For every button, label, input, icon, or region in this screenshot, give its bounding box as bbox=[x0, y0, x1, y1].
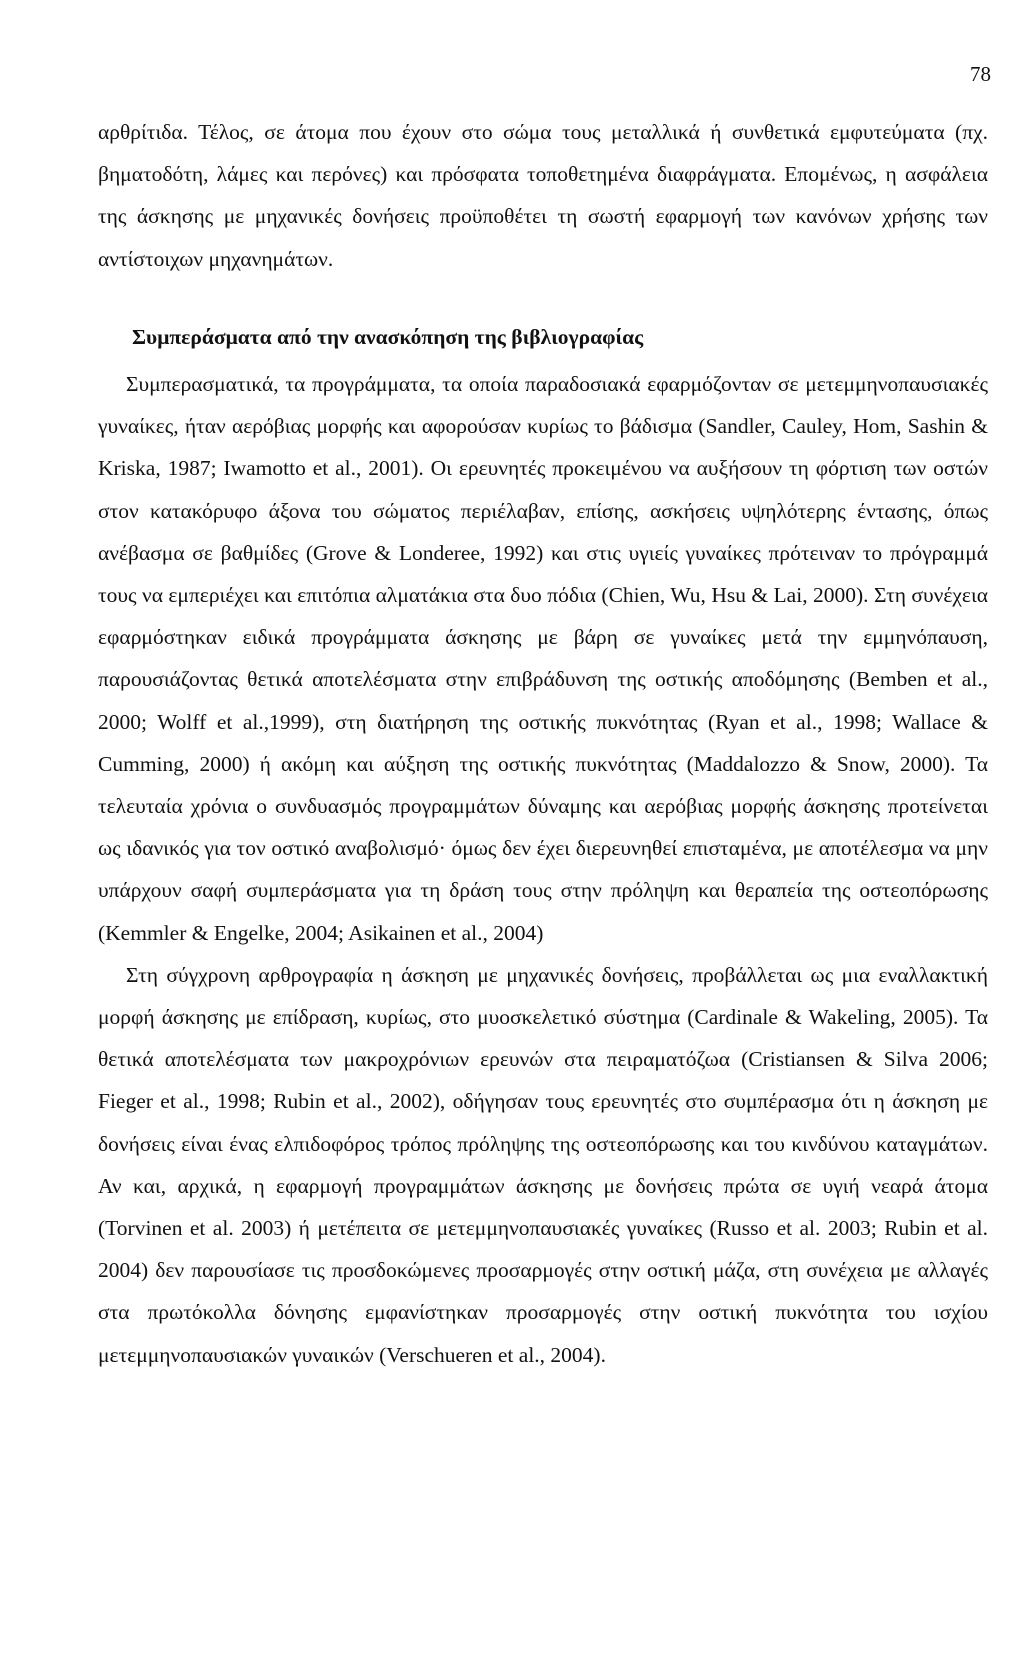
intro-paragraph-block bbox=[98, 111, 988, 280]
section-heading: Συμπεράσματα από την ανασκόπηση της βιβλιογραφίας bbox=[132, 325, 644, 349]
body-paragraph-1: Συμπερασματικά, τα προγράμματα, τα οποία παραδοσιακά εφαρμόζονταν σε μετεμμηνοπαυσιακές γυναίκες, ήταν αερόβιας μορφής και αφορούσαν κυρίως το βάδισμα (Sandler, Cauley, Hom, Sashin & Kriska, 1987; Iwamotto et al., 2001). Οι ερευνητές προκειμένου να αυξήσουν τη φόρτιση των οστών στον κατακόρυφο άξονα του σώματος περιέλαβαν, επίσης, ασκήσεις υψηλότερης έντασης, όπως ανέβασμα σε βαθμίδες (Grove & Londeree, 1992) και στις υγιείς γυναίκες πρότειναν το πρόγραμμά τους να εμπεριέχει και επιτόπια αλματάκια στα δυο πόδια (Chien, Wu, Hsu & Lai, 2000). Στη συνέχεια εφαρμόστηκαν ειδικά προγράμματα άσκησης με βάρη σε γυναίκες μετά την εμμηνόπαυση, παρουσιάζοντας θετικά αποτελέσματα στην επιβράδυνση της οστικής αποδόμησης (Bemben et al., 2000; Wolff et al.,1999), στη διατήρηση της οστικής πυκνότητας (Ryan et al., 1998; Wallace & Cumming, 2000) ή ακόμη και αύξηση της οστικής πυκνότητας (Maddalozzo & Snow, 2000). Τα τελευταία χρόνια ο συνδυασμός προγραμμάτων δύναμης και αερόβιας μορφής άσκησης προτείνεται ως ιδανικός για τον οστικό αναβολισμό· όμως δεν έχει διερευνηθεί επισταμένα, με αποτέλεσμα να μην υπάρχουν σαφή συμπεράσματα για τη δράση τους στην πρόληψη και θεραπεία της οστεοπόρωσης (Kemmler & Engelke, 2004; Asikainen et al., 2004) bbox=[98, 372, 988, 945]
section-body bbox=[98, 363, 988, 1376]
body-paragraph-2: Στη σύγχρονη αρθρογραφία η άσκηση με μηχανικές δονήσεις, προβάλλεται ως μια εναλλακτική μορφή άσκησης με επίδραση, κυρίως, στο μυοσκελετικό σύστημα (Cardinale & Wakeling, 2005). Τα θετικά αποτελέσματα των μακροχρόνιων ερευνών στα πειραματόζωα (Cristiansen & Silva 2006; Fieger et al., 1998; Rubin et al., 2002), οδήγησαν τους ερευνητές στο συμπέρασμα ότι η άσκηση με δονήσεις είναι ένας ελπιδοφόρος τρόπος πρόληψης της οστεοπόρωσης και του κινδύνου καταγμάτων. Αν και, αρχικά, η εφαρμογή προγραμμάτων άσκησης με δονήσεις πρώτα σε υγιή νεαρά άτομα (Torvinen et al. 2003) ή μετέπειτα σε μετεμμηνοπαυσιακές γυναίκες (Russo et al. 2003; Rubin et al. 2004) δεν παρουσίασε τις προσδοκώμενες προσαρμογές στην οστική μάζα, στη συνέχεια με αλλαγές στα πρωτόκολλα δόνησης εμφανίστηκαν προσαρμογές στην οστική πυκνότητα του ισχίου μετεμμηνοπαυσιακών γυναικών (Verschueren et al., 2004). bbox=[98, 962, 988, 1367]
intro-paragraph: αρθρίτιδα. Τέλος, σε άτομα που έχουν στο σώμα τους μεταλλικά ή συνθετικά εμφυτεύματα (πχ. βηματοδότη, λάμες και περόνες) και πρόσφατα τοποθετημένα διαφράγματα. Επομένως, η ασφάλεια της άσκησης με μηχανικές δονήσεις προϋποθέτει τη σωστή εφαρμογή των κανόνων χρήσης των αντίστοιχων μηχανημάτων. bbox=[98, 120, 988, 271]
page-number: 78 bbox=[970, 62, 991, 86]
